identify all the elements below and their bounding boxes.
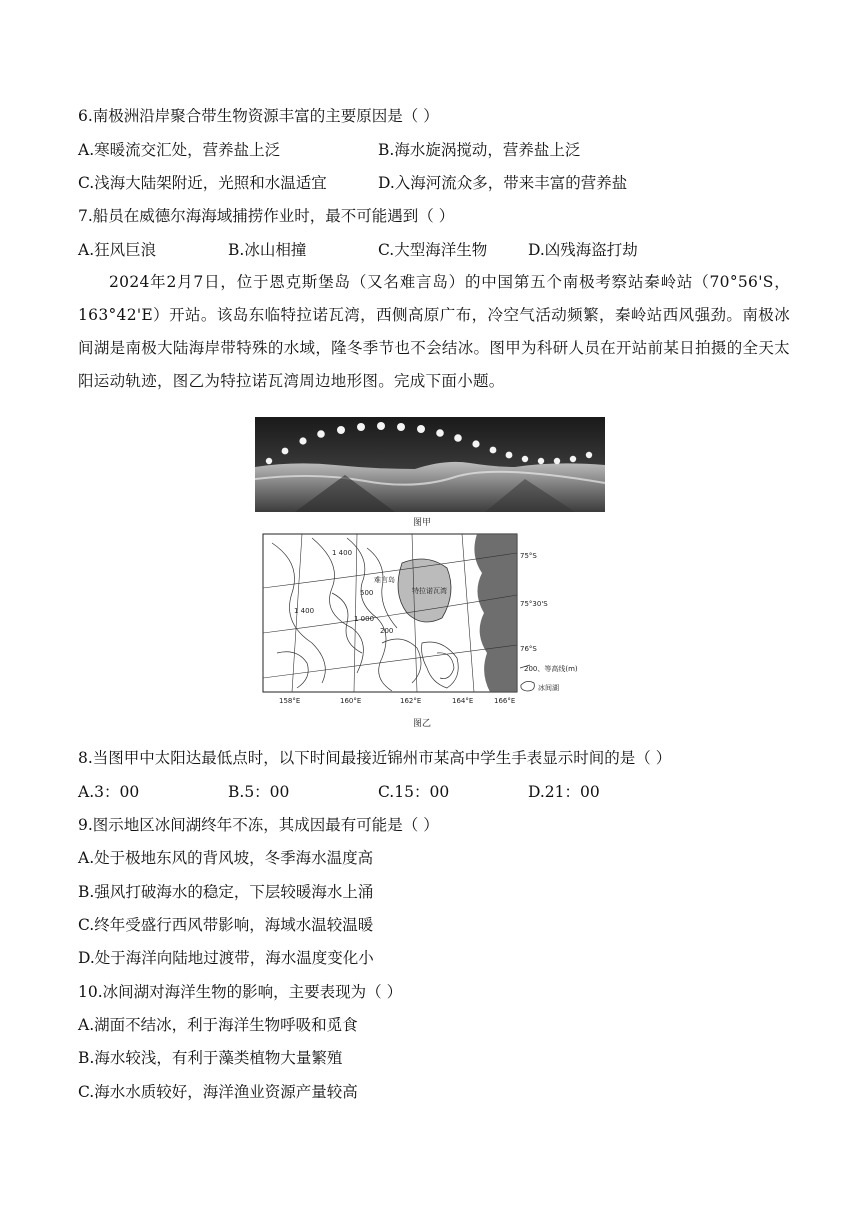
lat-label: 75°30'S (520, 600, 548, 608)
lon-label: 160°E (340, 697, 362, 705)
question-7-option-d: D.凶残海盗打劫 (528, 241, 638, 259)
question-6-option-c: C.浅海大陆架附近，光照和水温适宜 (78, 174, 327, 192)
polynya-legend-icon (521, 681, 534, 691)
figure-b-caption: 图乙 (413, 719, 432, 729)
lon-label: 166°E (494, 697, 516, 705)
bay-label: 特拉诺瓦湾 (412, 587, 447, 595)
question-9-option-b: B.强风打破海水的稳定，下层较暖海水上涌 (78, 883, 374, 901)
question-6-option-b: B.海水旋涡搅动，营养盐上泛 (378, 141, 581, 159)
question-8-stem: 8.当图甲中太阳达最低点时，以下时间最接近锦州市某高中学生手表显示时间的是（ ） (78, 749, 672, 767)
question-7-stem: 7.船员在威德尔海海域捕捞作业时，最不可能遇到（ ） (78, 207, 455, 225)
question-8-option-b: B.5：00 (228, 783, 290, 801)
lat-label: 75°S (520, 552, 537, 560)
question-10-option-b: B.海水较浅，有利于藻类植物大量繁殖 (78, 1049, 343, 1067)
island-label: 难言岛 (374, 576, 395, 584)
figure-a-caption: 图甲 (413, 518, 432, 528)
contour-label: 1 400 (332, 549, 353, 557)
contour-label: 200 (380, 627, 394, 635)
question-9-stem: 9.图示地区冰间湖终年不冻，其成因最有可能是（ ） (78, 816, 439, 834)
question-10-stem: 10.冰间湖对海洋生物的影响，主要表现为（ ） (78, 983, 403, 1001)
question-9-option-d: D.处于海洋向陆地过渡带，海水温度变化小 (78, 949, 374, 967)
question-9-option-c: C.终年受盛行西风带影响，海域水温较温暖 (78, 916, 374, 934)
legend-polynya: 冰间湖 (538, 684, 559, 692)
contour-label: 1 000 (354, 615, 375, 623)
question-6-option-a: A.寒暖流交汇处，营养盐上泛 (78, 141, 281, 159)
question-6-option-d: D.入海河流众多，带来丰富的营养盐 (378, 174, 628, 192)
lat-label: 76°S (520, 645, 537, 653)
question-8-option-c: C.15：00 (378, 783, 450, 801)
figure-b-topographic-map (262, 533, 578, 713)
question-7-option-b: B.冰山相撞 (228, 241, 307, 259)
lon-label: 162°E (400, 697, 422, 705)
question-9-option-a: A.处于极地东风的背风坡，冬季海水温度高 (78, 849, 374, 867)
question-8-option-d: D.21：00 (528, 783, 600, 801)
question-7-option-c: C.大型海洋生物 (378, 241, 488, 259)
question-7-option-a: A.狂风巨浪 (78, 241, 157, 259)
question-8-option-a: A.3：00 (78, 783, 140, 801)
question-10-option-c: C.海水水质较好，海洋渔业资源产量较高 (78, 1083, 358, 1101)
question-6-stem: 6.南极洲沿岸聚合带生物资源丰富的主要原因是（ ） (78, 107, 439, 125)
legend-contour: 200、等高线(m) (524, 665, 578, 673)
lon-label: 164°E (452, 697, 474, 705)
passage-text: 2024年2月7日，位于恩克斯堡岛（又名难言岛）的中国第五个南极考察站秦岭站（70°56'S，163°42'E）开站。该岛东临特拉诺瓦湾，西侧高原广布，冷空气活动频繁，秦岭站西风强劲。南极冰间湖是南极大陆海岸带特殊的水域，隆冬季节也不会结冰。图甲为科研人员在开站前某日拍摄的全天太阳运动轨迹，图乙为特拉诺瓦湾周边地形图。完成下面小题。 (78, 273, 790, 390)
contour-label: 500 (360, 589, 374, 597)
lon-label: 158°E (279, 697, 301, 705)
figure-a-sun-trajectory-photo (255, 417, 605, 512)
contour-label: 1 400 (294, 607, 315, 615)
question-10-option-a: A.湖面不结冰，利于海洋生物呼吸和觅食 (78, 1016, 358, 1034)
